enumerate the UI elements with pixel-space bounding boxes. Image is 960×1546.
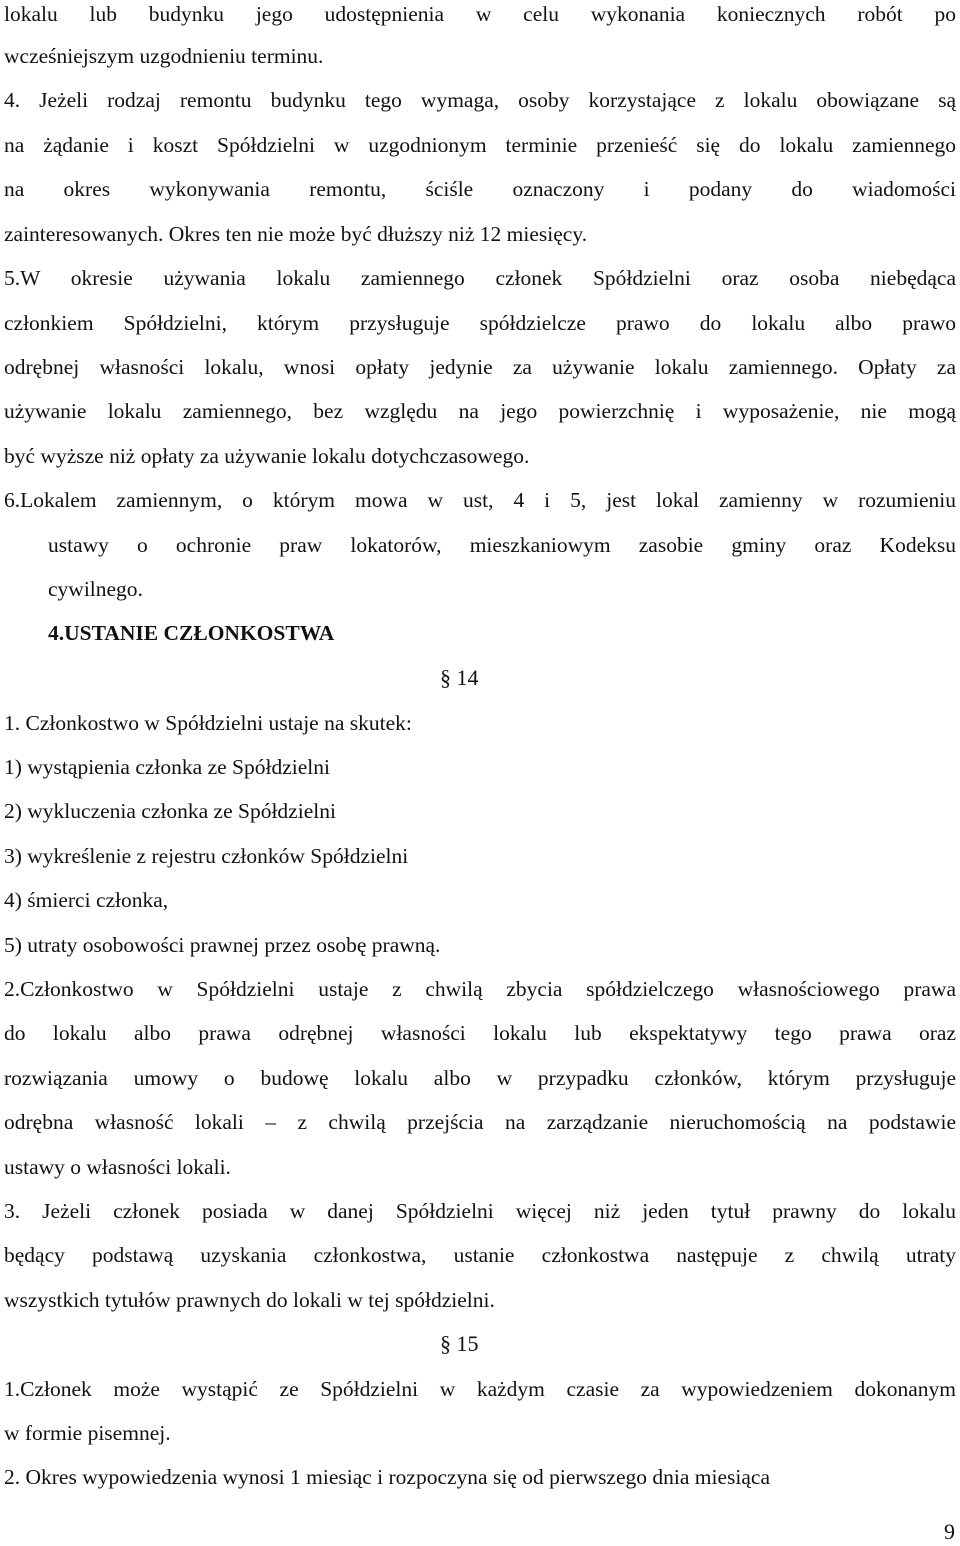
list-item: 5) utraty osobowości prawnej przez osobę prawną. <box>4 933 441 957</box>
text-line: członkiem Spółdzielni, którym przysługuje spółdzielcze prawo do lokalu albo prawo <box>4 311 956 335</box>
text-line: 1.Członek może wystąpić ze Spółdzielni w każdym czasie za wypowiedzeniem dokonanym <box>4 1377 956 1401</box>
text-line: rozwiązania umowy o budowę lokalu albo w przypadku członków, którym przysługuje <box>4 1066 956 1090</box>
text-line: 2. Okres wypowiedzenia wynosi 1 miesiąc i rozpoczyna się od pierwszego dnia miesiąca <box>4 1465 770 1489</box>
paragraph-number: 15 <box>456 1331 479 1356</box>
text-line: wcześniejszym uzgodnieniu terminu. <box>4 44 324 68</box>
text-line: zainteresowanych. Okres ten nie może być dłuższy niż 12 miesięcy. <box>4 222 588 246</box>
text-line: do lokalu albo prawa odrębnej własności lokalu lub ekspektatywy tego prawa oraz <box>4 1021 956 1045</box>
page-number: 9 <box>944 1519 955 1544</box>
text-line: na okres wykonywania remontu, ściśle oznaczony i podany do wiadomości <box>4 177 956 201</box>
text-line: będący podstawą uzyskania członkostwa, ustanie członkostwa następuje z chwilą utraty <box>4 1243 956 1267</box>
text-line: ustawy o własności lokali. <box>4 1155 231 1179</box>
paragraph-number: 14 <box>456 665 479 690</box>
text-line: 3. Jeżeli członek posiada w danej Spółdzielni więcej niż jeden tytuł prawny do lokalu <box>4 1199 956 1223</box>
section-heading: 4.USTANIE CZŁONKOSTWA <box>48 621 335 645</box>
text-line: cywilnego. <box>48 577 143 601</box>
text-line: 2.Członkostwo w Spółdzielni ustaje z chwilą zbycia spółdzielczego własnościowego prawa <box>4 977 956 1001</box>
text-line: 1. Członkostwo w Spółdzielni ustaje na skutek: <box>4 711 412 735</box>
text-line: odrębnej własności lokalu, wnosi opłaty jedynie za używanie lokalu zamiennego. Opłaty za <box>4 355 956 379</box>
text-line: 5.W okresie używania lokalu zamiennego członek Spółdzielni oraz osoba niebędąca <box>4 266 956 290</box>
text-line: ustawy o ochronie praw lokatorów, mieszkaniowym zasobie gminy oraz Kodeksu <box>48 533 956 557</box>
text-line: wszystkich tytułów prawnych do lokali w tej spółdzielni. <box>4 1288 495 1312</box>
list-item: 1) wystąpienia członka ze Spółdzielni <box>4 755 330 779</box>
text-line: 6.Lokalem zamiennym, o którym mowa w ust, 4 i 5, jest lokal zamienny w rozumieniu <box>4 488 956 512</box>
text-line: być wyższe niż opłaty za używanie lokalu dotychczasowego. <box>4 444 530 468</box>
text-line: w formie pisemnej. <box>4 1421 171 1445</box>
list-item: 2) wykluczenia członka ze Spółdzielni <box>4 799 336 823</box>
paragraph-marker <box>440 1330 479 1358</box>
list-item: 3) wykreślenie z rejestru członków Spółdzielni <box>4 844 409 868</box>
text-line: odrębna własność lokali – z chwilą przejścia na zarządzanie nieruchomością na podstawie <box>4 1110 956 1134</box>
section-symbol: § <box>440 665 451 690</box>
text-line: 4. Jeżeli rodzaj remontu budynku tego wymaga, osoby korzystające z lokalu obowiązane są <box>4 88 956 112</box>
section-symbol: § <box>440 1331 451 1356</box>
text-line: używanie lokalu zamiennego, bez względu na jego powierzchnię i wyposażenie, nie mogą <box>4 399 956 423</box>
list-item: 4) śmierci członka, <box>4 888 169 912</box>
text-line: lokalu lub budynku jego udostępnienia w celu wykonania koniecznych robót po <box>4 2 956 26</box>
text-line: na żądanie i koszt Spółdzielni w uzgodnionym terminie przenieść się do lokalu zamiennego <box>4 133 956 157</box>
paragraph-marker <box>440 664 479 692</box>
